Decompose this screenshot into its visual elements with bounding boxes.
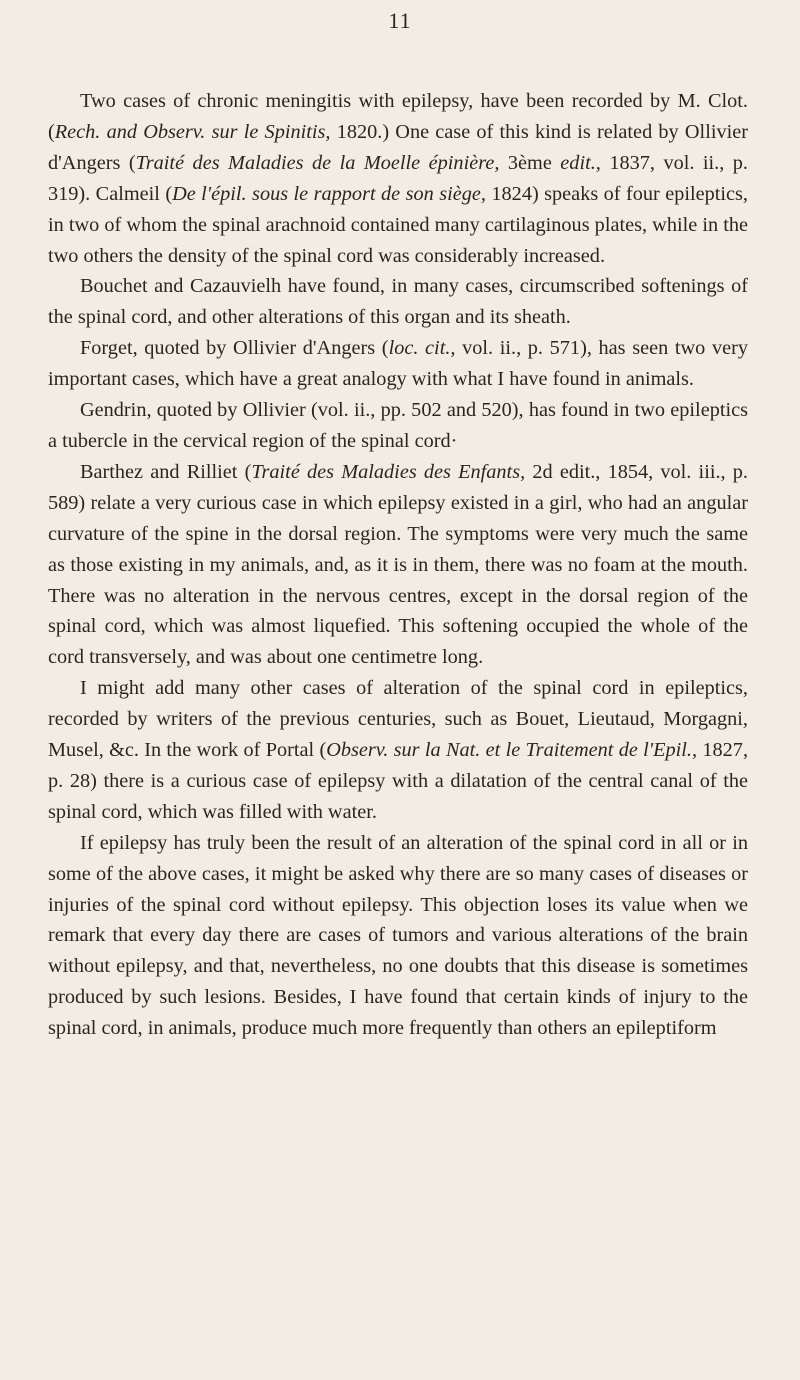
text-run: 1824) speaks of four epileptics, in two of whom the spinal arachnoid contained many cartilaginous plates, while in the two others the density of the spinal cord was considerably increased.: [48, 182, 748, 267]
citation-title: loc. cit.,: [388, 337, 456, 360]
text-run: If epilepsy has truly been the result of an alteration of the spinal cord in all or in some of the above cases, it might be asked why there are so many cases of diseases or injuries of the spinal cord without epilepsy. This objection loses its value when we remark that every day there are cases of tumors and various alterations of the brain without epilepsy, and that, nevertheless, no one doubts that this disease is sometimes produced by such lesions. Besides, I have found that certain kinds of injury to the spinal cord, in animals, produce much more frequently than others an epileptiform: [48, 831, 748, 1040]
text-run: Forget, quoted by Ollivier d'Angers (: [80, 337, 389, 360]
paragraph-portal: [48, 673, 748, 828]
text-run: Gendrin, quoted by Ollivier (vol. ii., pp. 502 and 520), has found in two epileptics a tubercle in the cervical region of the spinal cord·: [48, 399, 748, 452]
text-run: I might add many other cases of alteration of the spinal cord in epileptics, recorded by writers of the previous centuries, such as Bouet, Lieutaud, Morgagni, Musel, &c. In the work of Portal (: [48, 677, 748, 762]
citation-title: edit.,: [560, 151, 601, 174]
text-run: 1820.) One case of this kind is related by Ollivier d'Angers (: [48, 120, 748, 174]
citation-title: De l'épil. sous le rapport de son siège,: [172, 182, 486, 205]
text-run: vol. ii., p. 571), has seen two very important cases, which have a great analogy with what I have found in animals.: [48, 337, 748, 391]
paragraph-forget: [48, 333, 748, 395]
text-run: 1827, p. 28) there is a curious case of epilepsy with a dilatation of the central canal of the spinal cord, which was filled with water.: [48, 739, 749, 823]
text-run: 3ème: [499, 151, 561, 174]
citation-title: Traité des Maladies des Enfants,: [251, 460, 526, 483]
paragraph-barthez-rilliet: [48, 457, 748, 673]
body-text: [48, 86, 748, 1044]
text-run: Barthez and Rilliet (: [80, 460, 252, 483]
citation-title: Observ. sur la Nat. et le Traitement de l'Epil.,: [326, 739, 698, 762]
paragraph-objection: [48, 828, 748, 1044]
text-run: 2d edit., 1854, vol. iii., p. 589) relate a very curious case in which epilepsy existed in a girl, who had an angular curvature of the spine in the dorsal region. The symptoms were very much the same as those existing in my animals, and, as it is in them, there was no foam at the mouth. There was no alteration in the nervous centres, except in the dorsal region of the spinal cord, which was almost liquefied. This softening occupied the whole of the cord transversely, and was about one centimetre long.: [48, 460, 748, 669]
paragraph-gendrin: [48, 395, 748, 457]
paragraph-clot-calmeil: [48, 86, 748, 271]
text-run: Two cases of chronic meningitis with epilepsy, have been recorded by M. Clot. (: [48, 90, 748, 143]
text-run: Bouchet and Cazauvielh have found, in many cases, circumscribed softenings of the spinal cord, and other alterations of this organ and its sheath.: [48, 275, 748, 329]
paragraph-bouchet: [48, 271, 748, 333]
citation-title: Traité des Maladies de la Moelle épinière,: [135, 151, 500, 174]
text-run: 1837, vol. ii., p. 319). Calmeil (: [48, 151, 748, 205]
citation-title: Rech. and Observ. sur le Spinitis,: [54, 120, 331, 143]
page-number: 11: [388, 8, 412, 33]
